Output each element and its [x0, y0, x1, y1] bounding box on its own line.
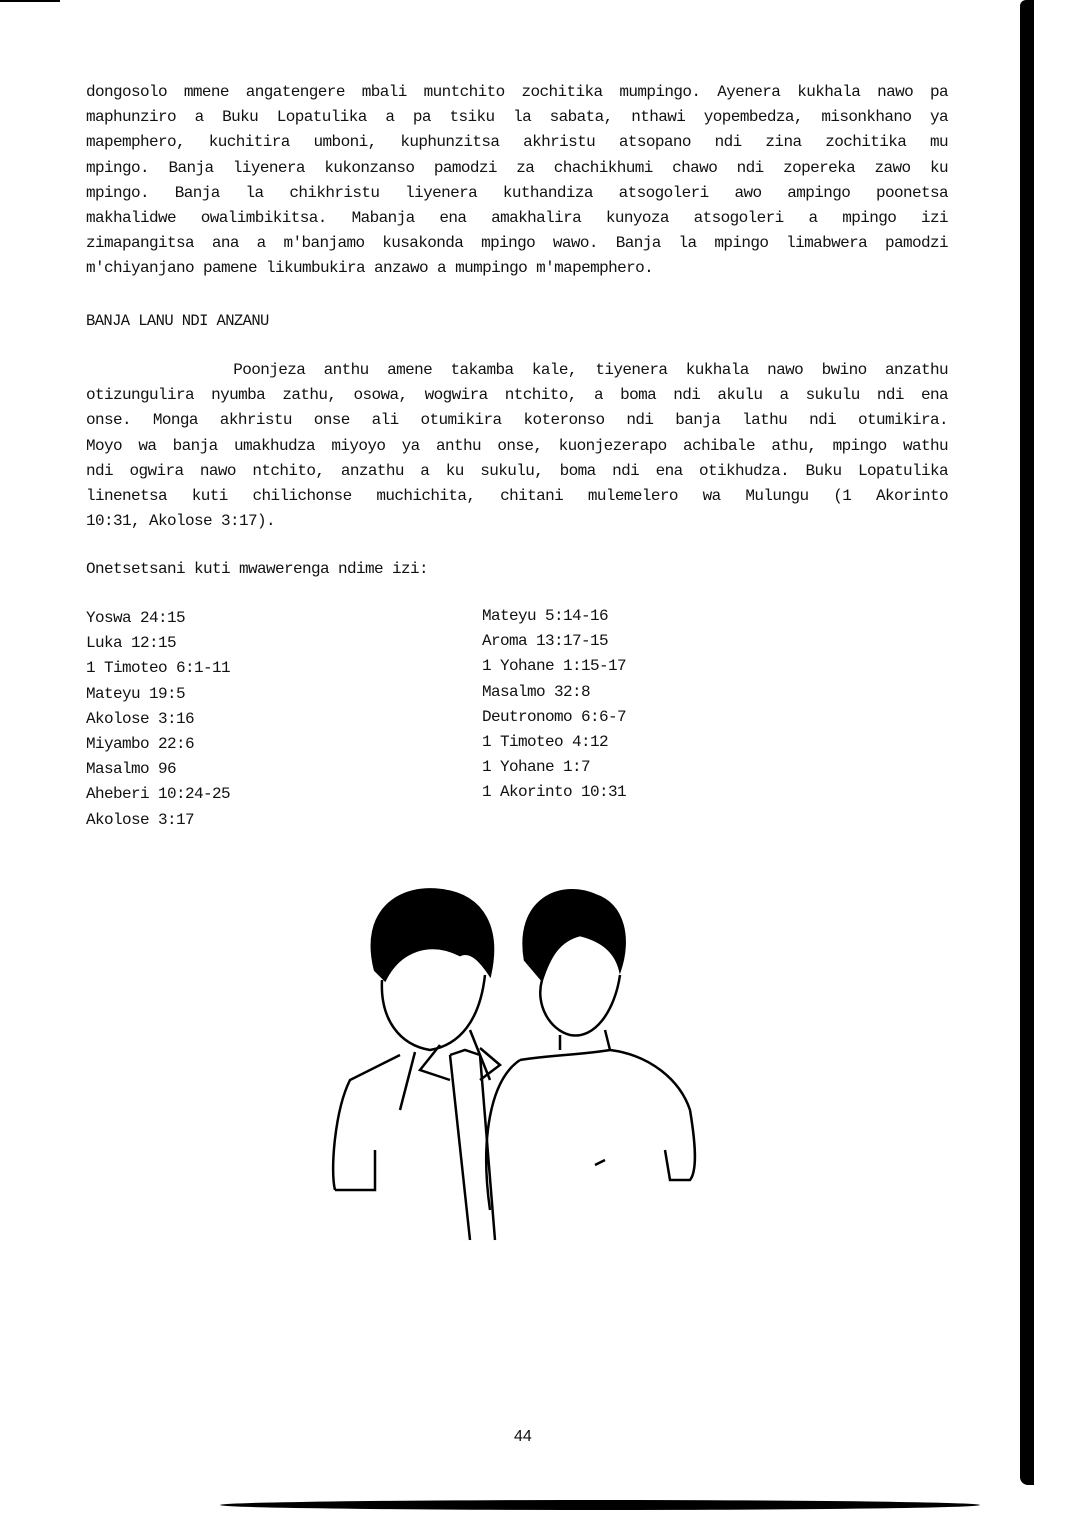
page-number: 44: [514, 1428, 532, 1445]
scan-edge-right: [1020, 0, 1034, 1485]
illustration-two-people: [320, 880, 720, 1250]
text-line: 10:31, Akolose 3:17).: [86, 512, 276, 531]
reference: Aheberi 10:24-25: [86, 785, 231, 804]
text-line: maphunziro a Buku Lopatulika a pa tsiku la sabata, nthawi yopembedza, misonkhano ya: [86, 108, 948, 127]
reference: Masalmo 32:8: [482, 682, 591, 701]
reference: Deutronomo 6:6-7: [482, 707, 627, 726]
woman-figure: [486, 890, 695, 1210]
reference: Akolose 3:16: [86, 709, 195, 728]
reference: Masalmo 96: [86, 760, 177, 779]
references-right: [482, 604, 626, 806]
scan-edge-bottom: [220, 1500, 980, 1510]
reference: 1 Timoteo 4:12: [482, 733, 609, 752]
text-line: mpingo. Banja liyenera kukonzanso pamodzi za chachikhumi chawo ndi zopereka zawo ku: [86, 158, 948, 177]
reference: 1 Yohane 1:15-17: [482, 657, 627, 676]
reference: Miyambo 22:6: [86, 735, 195, 754]
text-line: onse. Monga akhristu onse ali otumikira koteronso ndi banja lathu ndi otumikira.: [86, 411, 948, 430]
text-line: ndi ogwira nawo ntchito, anzathu a ku sukulu, boma ndi ena otikhudza. Buku Lopatulika: [86, 461, 948, 480]
man-figure: [333, 889, 500, 1240]
text-line: m'chiyanjano pamene likumbukira anzawo a mumpingo m'mapemphero.: [86, 259, 654, 278]
text-line: Moyo wa banja umakhudza miyoyo ya anthu onse, kuonjezerapo achibale athu, mpingo wathu: [86, 436, 948, 455]
reference: Mateyu 19:5: [86, 684, 186, 703]
reference: Yoswa 24:15: [86, 609, 186, 627]
reference: Aroma 13:17-15: [482, 632, 609, 651]
references-left: [86, 606, 230, 833]
text-line: mpingo. Banja la chikhristu liyenera kuthandiza atsogoleri awo ampingo poonetsa: [86, 183, 948, 202]
text-line: linenetsa kuti chilichonse muchichita, chitani mulemelero wa Mulungu (1 Akorinto: [86, 487, 948, 506]
reading-intro: Onetsetsani kuti mwawerenga ndime izi:: [86, 560, 429, 578]
scan-mark: [0, 0, 60, 2]
text-line: otizungulira nyumba zathu, osowa, wogwira ntchito, a boma ndi akulu a sukulu ndi ena: [86, 386, 948, 405]
text-line: Poonjeza anthu amene takamba kale, tiyenera kukhala nawo bwino anzathu: [86, 361, 948, 379]
reference: 1 Yohane 1:7: [482, 758, 591, 777]
text-line: zimapangitsa ana a m'banjamo kusakonda mpingo wawo. Banja la mpingo limabwera pamodzi: [86, 234, 948, 253]
reference: 1 Akorinto 10:31: [482, 783, 627, 802]
section-heading: BANJA LANU NDI ANZANU: [86, 312, 269, 330]
reference: Mateyu 5:14-16: [482, 607, 609, 625]
text-line: makhalidwe owalimbikitsa. Mabanja ena amakhalira kunyoza atsogoleri a mpingo izi: [86, 209, 948, 228]
paragraph-1: [86, 80, 948, 282]
reference: Akolose 3:17: [86, 810, 195, 829]
text-line: mapemphero, kuchitira umboni, kuphunzitsa akhristu atsopano ndi zina zochitika mu: [86, 133, 948, 152]
reference: 1 Timoteo 6:1-11: [86, 659, 231, 678]
paragraph-2: [86, 358, 948, 534]
text-line: dongosolo mmene angatengere mbali muntchito zochitika mumpingo. Ayenera kukhala nawo pa: [86, 83, 948, 101]
reference: Luka 12:15: [86, 634, 177, 653]
